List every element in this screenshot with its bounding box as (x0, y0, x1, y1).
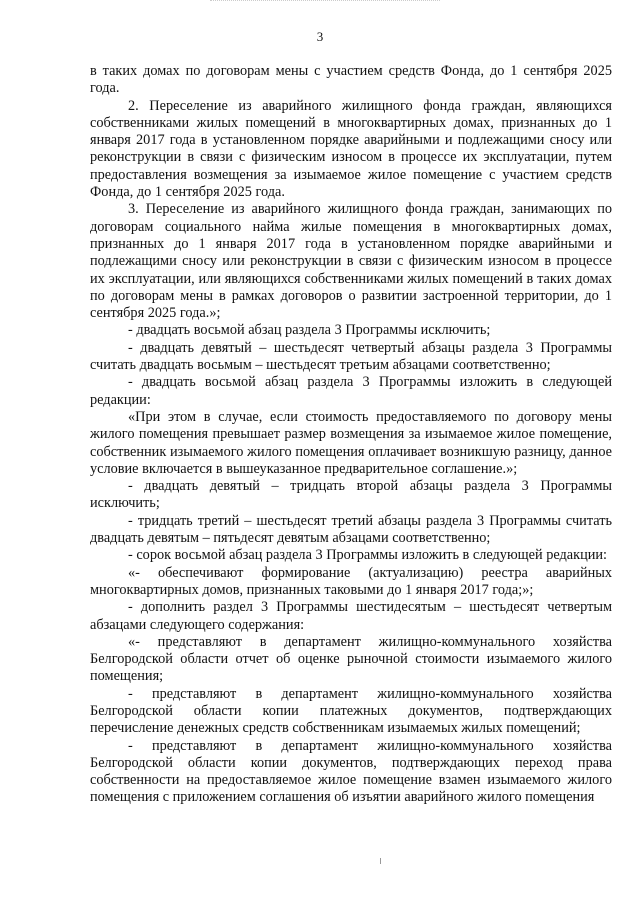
page-number: 3 (316, 29, 324, 44)
document-body (90, 63, 612, 807)
amendment-paragraph: - сорок восьмой абзац раздела 3 Программы изложить в следующей редакции: (128, 547, 608, 564)
paragraph-item-2: 2. Переселение из аварийного жилищного фонда граждан, являющихся собственниками жилых помещений в многоквартирных домах, признанных до 1 января 2017 года в установленном порядке аварийными и подлежащими сносу или реконструкции в связи с физическим износом в процессе их эксплуатации, путем предоставления возмещения за изымаемое жилое помещение с участием средств Фонда, до 1 сентября 2025 года. (90, 97, 612, 201)
quoted-paragraph: - представляют в департамент жилищно-коммунального хозяйства Белгородской области копии документов, подтверждающих переход права собственности на предоставляемое жилое помещение взамен изымаемого жилого помещения с приложением соглашения об изъятии аварийного жилого помещения (90, 737, 612, 806)
quoted-paragraph: «- представляют в департамент жилищно-коммунального хозяйства Белгородской области отчет об оценке рыночной стоимости изымаемого жилого помещения; (90, 633, 612, 685)
amendment-paragraph: - двадцать девятый – шестьдесят четвертый абзацы раздела 3 Программы считать двадцать восьмым – шестьдесят третьим абзацами соответственно; (90, 339, 612, 374)
amendment-paragraph: - тридцать третий – шестьдесят третий абзацы раздела 3 Программы считать двадцать девятым – пятьдесят девятым абзацами соответственно; (90, 512, 612, 547)
quoted-paragraph: «- обеспечивают формирование (актуализацию) реестра аварийных многоквартирных домов, признанных таковыми до 1 января 2017 года;»; (90, 564, 612, 598)
quoted-paragraph: - представляют в департамент жилищно-коммунального хозяйства Белгородской области копии платежных документов, подтверждающих перечисление денежных средств собственникам изымаемых жилых помещений; (90, 685, 612, 737)
amendment-paragraph: - двадцать восьмой абзац раздела 3 Программы исключить; (128, 322, 491, 339)
quoted-paragraph: «При этом в случае, если стоимость предоставляемого по договору мены жилого помещения превышает размер возмещения за изымаемое жилое помещение, собственник изымаемого жилого помещения оплачивает возникшую разницу, данное условие включается в вышеуказанное предварительное соглашение.»; (90, 408, 612, 477)
scan-artifact-mark (380, 858, 381, 864)
paragraph-continuation: в таких домах по договорам мены с участием средств Фонда, до 1 сентября 2025 года. (90, 63, 612, 97)
scan-edge-rule (210, 0, 440, 2)
amendment-paragraph: - дополнить раздел 3 Программы шестидесятым – шестьдесят четвертым абзацами следующего содержания: (90, 599, 612, 633)
paragraph-item-3: 3. Переселение из аварийного жилищного фонда граждан, занимающих по договорам социального найма жилые помещения в многоквартирных домах, признанных до 1 января 2017 года в установленном порядке аварийными и подлежащими сносу или реконструкции в связи с физическим износом в процессе их эксплуатации, или являющихся собственниками жилых помещений в таких домах по договорам мены в рамках договоров о развитии застроенной территории, до 1 сентября 2025 года.»; (90, 201, 612, 322)
amendment-paragraph: - двадцать восьмой абзац раздела 3 Программы изложить в следующей редакции: (90, 374, 612, 408)
amendment-paragraph: - двадцать девятый – тридцать второй абзацы раздела 3 Программы исключить; (90, 478, 612, 512)
